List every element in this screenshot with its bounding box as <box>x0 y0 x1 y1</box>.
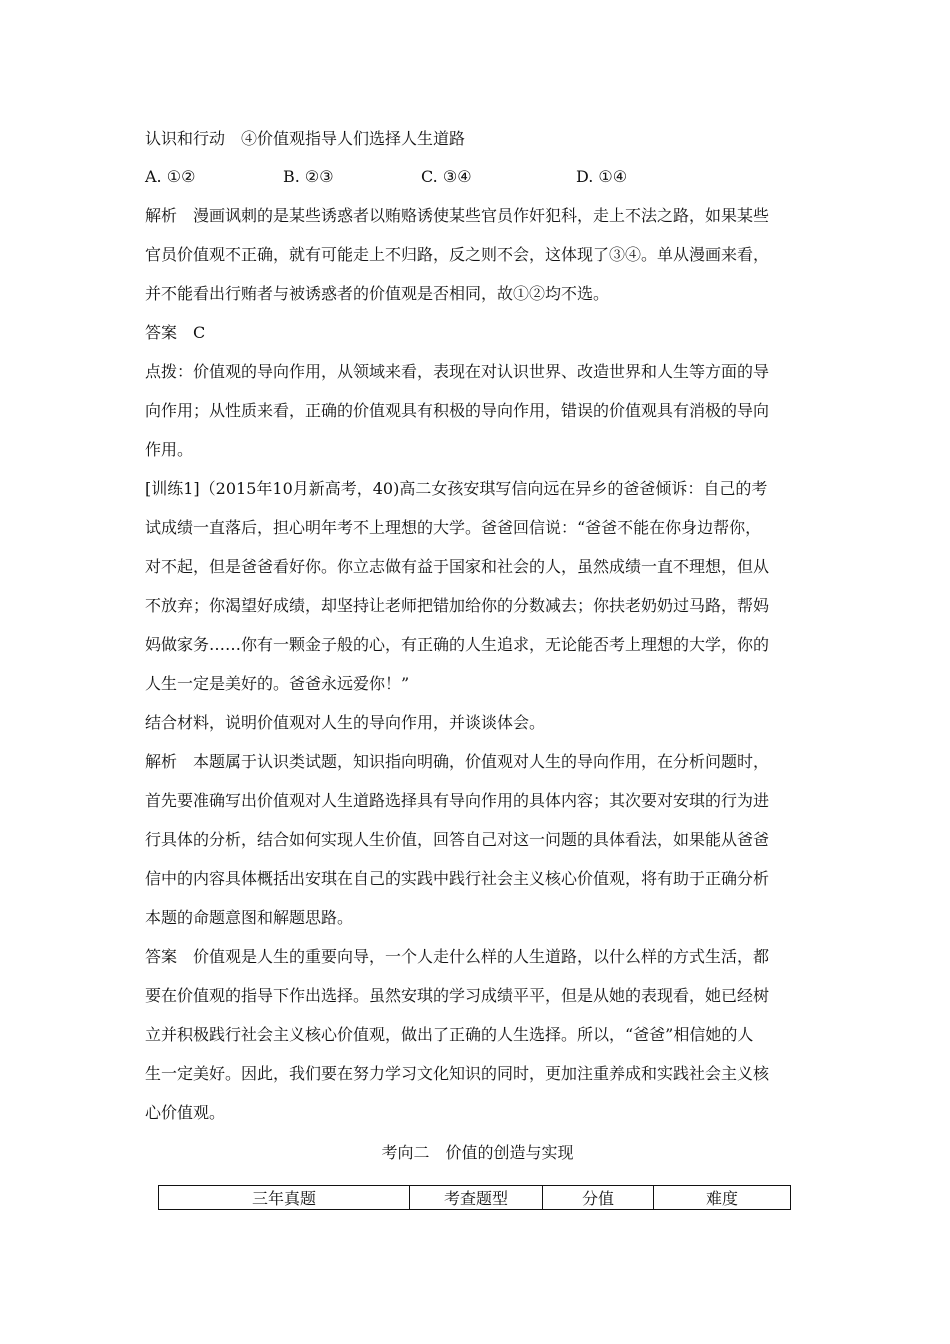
option-c: C. ③④ <box>421 167 472 186</box>
analysis1-line: 并不能看出行贿者与被诱惑者的价值观是否相同，故①②均不选。 <box>145 284 610 303</box>
training-line: 对不起，但是爸爸看好你。你立志做有益于国家和社会的人，虽然成绩一直不理想，但从 <box>145 557 770 576</box>
section-title: 考向二 价值的创造与实现 <box>381 1143 574 1162</box>
training-line: 试成绩一直落后，担心明年考不上理想的大学。爸爸回信说：“爸爸不能在你身边帮你， <box>145 518 762 537</box>
answer1-label: 答案 <box>145 323 178 342</box>
answer2-text: 价值观是人生的重要向导，一个人走什么样的人生道路，以什么样的方式生活，都 <box>193 947 770 966</box>
training-line: 妈做家务……你有一颗金子般的心，有正确的人生追求，无论能否考上理想的大学，你的 <box>145 635 770 654</box>
analysis1-label: 解析 <box>145 206 178 225</box>
analysis1-line: 官员价值观不正确，就有可能走上不归路，反之则不会，这体现了③④。单从漫画来看， <box>145 245 770 264</box>
document-body <box>145 121 810 1170</box>
answer2-label: 答案 <box>145 947 178 966</box>
training-line: 不放弃；你渴望好成绩，却坚持让老师把错加给你的分数减去；你扶老奶奶过马路，帮妈 <box>145 596 770 615</box>
answer2-line: 立并积极践行社会主义核心价值观，做出了正确的人生选择。所以，“爸爸”相信她的人 <box>145 1025 754 1044</box>
answer2-line: 要在价值观的指导下作出选择。虽然安琪的学习成绩平平，但是从她的表现看，她已经树 <box>145 986 770 1005</box>
tip-line: 作用。 <box>145 440 194 459</box>
analysis2-text: 本题属于认识类试题，知识指向明确，价值观对人生的导向作用，在分析问题时， <box>193 752 770 771</box>
table-header-cell: 难度 <box>654 1186 791 1210</box>
analysis2-line: 信中的内容具体概括出安琪在自己的实践中践行社会主义核心价值观，将有助于正确分析 <box>145 869 770 888</box>
analysis2-label: 解析 <box>145 752 178 771</box>
table-header-cell: 三年真题 <box>159 1186 410 1210</box>
analysis2-line: 首先要准确写出价值观对人生道路选择具有导向作用的具体内容；其次要对安琪的行为进 <box>145 791 770 810</box>
answer-options <box>145 157 810 196</box>
answer1-line <box>145 313 810 352</box>
training-line: 人生一定是美好的。爸爸永远爱你！” <box>145 674 410 693</box>
option-d: D. ①④ <box>576 167 628 186</box>
analysis2-line <box>145 742 810 781</box>
training-prompt: 结合材料，说明价值观对人生的导向作用，并谈谈体会。 <box>145 713 546 732</box>
analysis2-line: 本题的命题意图和解题思路。 <box>145 908 354 927</box>
table-header-cell: 分值 <box>543 1186 654 1210</box>
option-a: A. ①② <box>145 167 196 186</box>
tip-line: 向作用；从性质来看，正确的价值观具有积极的导向作用，错误的价值观具有消极的导向 <box>145 401 770 420</box>
tip-line: 点拨：价值观的导向作用，从领域来看，表现在对认识世界、改造世界和人生等方面的导 <box>145 362 770 381</box>
exam-table <box>158 1185 791 1210</box>
question-tail: 认识和行动 ④价值观指导人们选择人生道路 <box>145 129 466 148</box>
answer2-line <box>145 937 810 976</box>
table-header-row <box>159 1186 791 1210</box>
table-header-cell: 考查题型 <box>410 1186 543 1210</box>
answer2-line: 生一定美好。因此，我们要在努力学习文化知识的同时，更加注重养成和实践社会主义核 <box>145 1064 770 1083</box>
analysis2-line: 行具体的分析，结合如何实现人生价值，回答自己对这一问题的具体看法，如果能从爸爸 <box>145 830 770 849</box>
analysis1-line <box>145 196 810 235</box>
training-line: [训练1]（2015年10月新高考，40)高二女孩安琪写信向远在异乡的爸爸倾诉：自己的考 <box>145 479 768 498</box>
answer1-value: C <box>193 323 206 342</box>
option-b: B. ②③ <box>283 167 334 186</box>
analysis1-text: 漫画讽刺的是某些诱惑者以贿赂诱使某些官员作奸犯科，走上不法之路，如果某些 <box>193 206 770 225</box>
answer2-line: 心价值观。 <box>145 1103 226 1122</box>
